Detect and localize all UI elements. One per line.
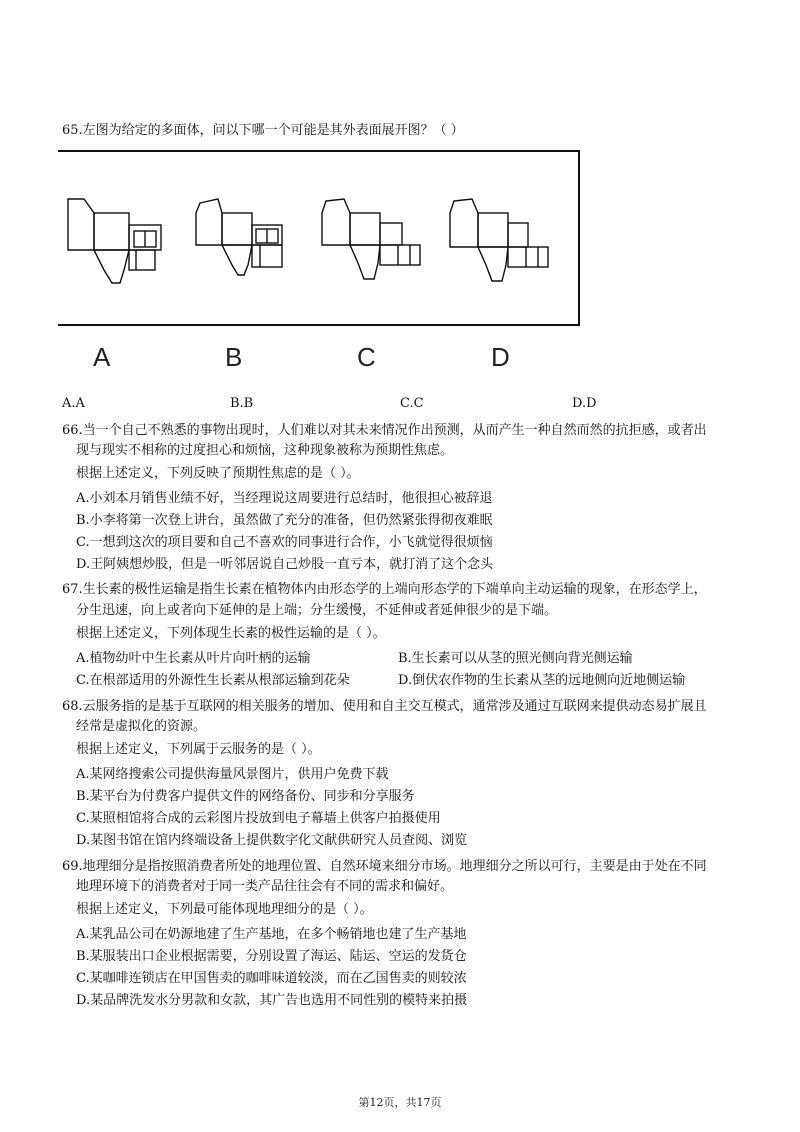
q65-option-b: B.B bbox=[230, 396, 254, 411]
q67-option-a: A.植物幼叶中生长素从叶片向叶柄的运输 bbox=[76, 651, 311, 666]
net-b-drawing bbox=[192, 195, 292, 290]
figure-bottom-rule bbox=[58, 324, 580, 326]
q65-option-d: D.D bbox=[572, 396, 597, 411]
figure-label-b: B bbox=[225, 342, 243, 372]
q68-option-c: C.某照相馆将合成的云彩图片投放到电子幕墙上供客户拍摄使用 bbox=[76, 811, 441, 826]
q69-option-b: B.某服装出口企业根据需要，分别设置了海运、陆运、空运的发货仓 bbox=[76, 949, 467, 964]
figure-label-c: C bbox=[357, 342, 376, 372]
figure-label-d: D bbox=[491, 342, 510, 372]
q65-option-c: C.C bbox=[400, 396, 424, 411]
q65-option-a: A.A bbox=[62, 396, 85, 411]
q67-option-b: B.生长素可以从茎的照光侧向背光侧运输 bbox=[398, 651, 633, 666]
figure-right-rule bbox=[578, 150, 580, 326]
q66-stem-line2: 现与现实不相称的过度担心和烦恼，这种现象被称为预期性焦虑。 bbox=[76, 443, 454, 458]
q66-option-c: C.一想到这次的项目要和自己不喜欢的同事进行合作，小飞就觉得很烦恼 bbox=[76, 535, 493, 550]
q69-stem-line1: 69.地理细分是指按照消费者所处的地理位置、自然环境来细分市场。地理细分之所以可行，主要是由于处在不同 bbox=[62, 859, 707, 874]
net-a-drawing bbox=[64, 195, 164, 290]
q68-stem-line2: 经常是虚拟化的资源。 bbox=[76, 719, 207, 734]
q67-stem-line2: 分生迅速，向上或者向下延伸的是上端；分生缓慢，不延伸或者延伸很少的是下端。 bbox=[76, 603, 558, 618]
q69-ask: 根据上述定义，下列最可能体现地理细分的是（ ）。 bbox=[76, 902, 373, 917]
q66-option-a: A.小刘本月销售业绩不好，当经理说这周要进行总结时，他很担心被辞退 bbox=[76, 491, 493, 506]
q67-option-c: C.在根部适用的外源性生长素从根部运输到花朵 bbox=[76, 673, 350, 688]
q67-stem-line1: 67.生长素的极性运输是指生长素在植物体内由形态学的上端向形态学的下端单向主动运输的现象，在形态学上， bbox=[62, 582, 707, 597]
q68-stem-line1: 68.云服务指的是基于互联网的相关服务的增加、使用和自主交互模式，通常涉及通过互联网来提供动态易扩展且 bbox=[62, 699, 707, 714]
q66-ask: 根据上述定义，下列反映了预期性焦虑的是（ ）。 bbox=[76, 466, 360, 481]
q68-option-a: A.某网络搜索公司提供海量风景图片，供用户免费下载 bbox=[76, 767, 389, 782]
net-d-drawing bbox=[446, 195, 556, 290]
q69-stem-line2: 地理环境下的消费者对于同一类产品往往会有不同的需求和偏好。 bbox=[76, 879, 454, 894]
net-c-drawing bbox=[318, 195, 428, 290]
q66-stem-line1: 66.当一个自己不熟悉的事物出现时，人们难以对其未来情况作出预测，从而产生一种自然而然的抗拒感，或者出 bbox=[62, 423, 707, 438]
figure-top-rule bbox=[58, 150, 580, 152]
figure-label-a: A bbox=[93, 342, 111, 372]
q68-option-d: D.某图书馆在馆内终端设备上提供数字化文献供研究人员查阅、浏览 bbox=[76, 833, 468, 848]
page-footer: 第12页，共17页 bbox=[358, 1096, 442, 1109]
q68-option-b: B.某平台为付费客户提供文件的网络备份、同步和分享服务 bbox=[76, 789, 415, 804]
q69-option-a: A.某乳品公司在奶源地建了生产基地，在多个畅销地也建了生产基地 bbox=[76, 927, 467, 942]
q67-option-d: D.倒伏农作物的生长素从茎的远地侧向近地侧运输 bbox=[398, 673, 686, 688]
q69-option-d: D.某品牌洗发水分男款和女款，其广告也选用不同性别的模特来拍摄 bbox=[76, 993, 468, 1008]
q66-option-b: B.小李将第一次登上讲台，虽然做了充分的准备，但仍然紧张得彻夜难眠 bbox=[76, 513, 493, 528]
q68-ask: 根据上述定义，下列属于云服务的是（ ）。 bbox=[76, 742, 321, 757]
q66-option-d: D.王阿姨想炒股，但是一听邻居说自己炒股一直亏本，就打消了这个念头 bbox=[76, 557, 494, 572]
q67-ask: 根据上述定义，下列体现生长素的极性运输的是（ ）。 bbox=[76, 626, 386, 641]
q69-option-c: C.某咖啡连锁店在甲国售卖的咖啡味道较淡，而在乙国售卖的则较浓 bbox=[76, 971, 467, 986]
q65-stem: 65.左图为给定的多面体，问以下哪一个可能是其外表面展开图？（ ） bbox=[62, 123, 464, 138]
